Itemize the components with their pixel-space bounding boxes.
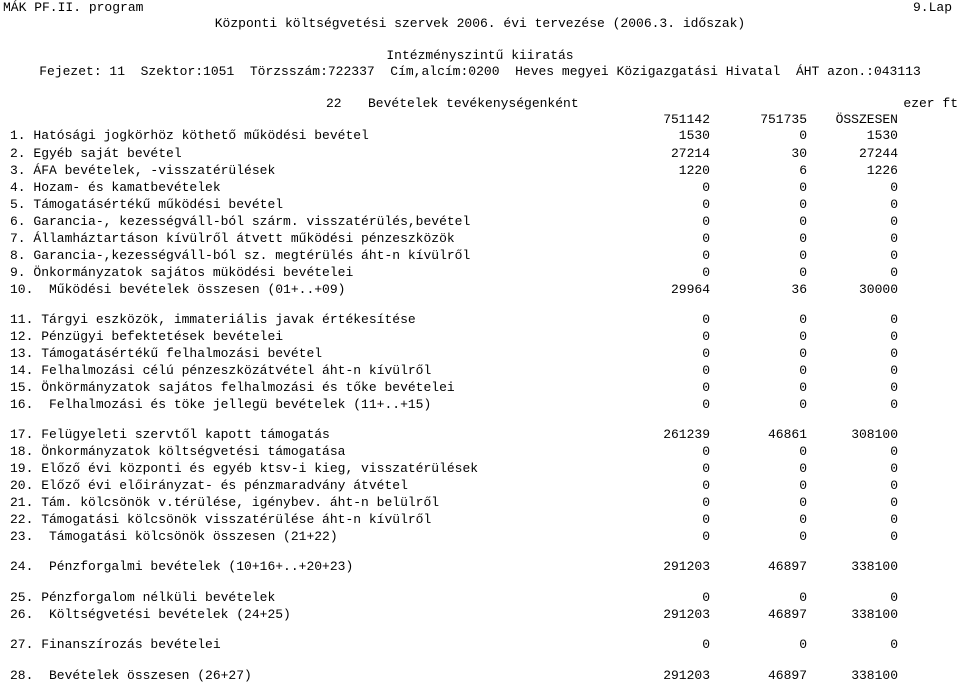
value-total: 0 <box>890 637 898 652</box>
table-row <box>0 265 960 281</box>
value-751142: 0 <box>702 197 710 212</box>
table-row <box>0 180 960 196</box>
table-row <box>0 231 960 247</box>
row-label: 13. Támogatásértékű felhalmozási bevétel <box>10 346 323 361</box>
value-751735: 0 <box>799 197 807 212</box>
row-label: 15. Önkörmányzatok sajátos felhalmozási és tőke bevételei <box>10 380 455 395</box>
row-label: 8. Garancia-,kezességváll-ból sz. megtérülés áht-n kívülről <box>10 248 471 263</box>
row-label: 11. Tárgyi eszközök, immateriális javak értékesítése <box>10 312 416 327</box>
value-total: 0 <box>890 231 898 246</box>
column-header-total: ÖSSZESEN <box>835 112 898 127</box>
row-label: 26. Költségvetési bevételek (24+25) <box>10 607 291 622</box>
value-751735: 0 <box>799 495 807 510</box>
value-751142: 0 <box>702 214 710 229</box>
value-total: 0 <box>890 346 898 361</box>
column-header-751142: 751142 <box>663 112 710 127</box>
table-row <box>0 146 960 162</box>
table-row <box>0 397 960 413</box>
row-label: 17. Felügyeleti szervtől kapott támogatás <box>10 427 330 442</box>
row-label: 22. Támogatási kölcsönök visszatérülése áht-n kívülről <box>10 512 432 527</box>
table-row <box>0 282 960 298</box>
value-total: 308100 <box>851 427 898 442</box>
value-total: 1226 <box>866 163 898 178</box>
table-row <box>0 128 960 144</box>
value-total: 0 <box>890 397 898 412</box>
row-label: 3. ÁFA bevételek, -visszatérülések <box>10 163 276 178</box>
row-label: 2. Egyéb saját bevétel <box>10 146 182 161</box>
value-751735: 46897 <box>767 668 807 683</box>
value-total: 0 <box>890 248 898 263</box>
value-751735: 0 <box>799 128 807 143</box>
value-751142: 0 <box>702 637 710 652</box>
value-751735: 0 <box>799 478 807 493</box>
value-751735: 0 <box>799 231 807 246</box>
value-751735: 30 <box>791 146 807 161</box>
value-751735: 46897 <box>767 607 807 622</box>
row-label: 1. Hatósági jogkörhöz köthető működési bevétel <box>10 128 369 143</box>
value-751735: 46897 <box>767 559 807 574</box>
value-total: 0 <box>890 380 898 395</box>
value-total: 0 <box>890 590 898 605</box>
value-751735: 0 <box>799 346 807 361</box>
value-total: 0 <box>890 312 898 327</box>
row-label: 4. Hozam- és kamatbevételek <box>10 180 221 195</box>
value-751142: 0 <box>702 380 710 395</box>
value-751142: 0 <box>702 397 710 412</box>
value-751735: 0 <box>799 312 807 327</box>
value-751142: 0 <box>702 529 710 544</box>
row-label: 27. Finanszírozás bevételei <box>10 637 221 652</box>
value-751735: 0 <box>799 397 807 412</box>
value-total: 0 <box>890 329 898 344</box>
value-751735: 0 <box>799 265 807 280</box>
value-751735: 0 <box>799 363 807 378</box>
value-total: 0 <box>890 180 898 195</box>
value-751735: 0 <box>799 329 807 344</box>
value-751142: 29964 <box>670 282 710 297</box>
value-total: 30000 <box>858 282 898 297</box>
row-label: 7. Államháztartáson kívülről átvett működési pénzeszközök <box>10 231 455 246</box>
row-label: 20. Előző évi előirányzat- és pénzmaradvány átvétel <box>10 478 408 493</box>
value-751142: 0 <box>702 231 710 246</box>
table-row <box>0 590 960 606</box>
value-total: 0 <box>890 529 898 544</box>
table-row <box>0 495 960 511</box>
institution-info: Fejezet: 11 Szektor:1051 Törzsszám:722337 Cím,alcím:0200 Heves megyei Közigazgatási Hivatal ÁHT azon.:043113 <box>39 64 921 79</box>
value-751142: 27214 <box>670 146 710 161</box>
value-751735: 0 <box>799 444 807 459</box>
table-row <box>0 197 960 213</box>
value-total: 0 <box>890 512 898 527</box>
value-total: 0 <box>890 478 898 493</box>
table-row <box>0 214 960 230</box>
value-total: 0 <box>890 444 898 459</box>
value-751142: 1530 <box>678 128 710 143</box>
row-label: 6. Garancia-, kezességváll-ból szárm. visszatérülés,bevétel <box>10 214 471 229</box>
value-751142: 261239 <box>663 427 710 442</box>
value-total: 27244 <box>858 146 898 161</box>
program-label: MÁK PF.II. program <box>3 0 144 15</box>
table-row <box>0 163 960 179</box>
row-label: 10. Működési bevételek összesen (01+..+09) <box>10 282 346 297</box>
page-number: 9.Lap <box>912 0 952 15</box>
value-751142: 0 <box>702 495 710 510</box>
value-751142: 0 <box>702 329 710 344</box>
value-total: 338100 <box>851 559 898 574</box>
table-row <box>0 607 960 623</box>
row-label: 9. Önkormányzatok sajátos müködési bevételei <box>10 265 354 280</box>
value-751735: 0 <box>799 248 807 263</box>
row-label: 28. Bevételek összesen (26+27) <box>10 668 252 683</box>
value-751142: 0 <box>702 478 710 493</box>
value-751735: 0 <box>799 512 807 527</box>
row-label: 16. Felhalmozási és töke jellegü bevételek (11+..+15) <box>10 397 432 412</box>
value-total: 338100 <box>851 668 898 683</box>
value-total: 0 <box>890 363 898 378</box>
row-label: 5. Támogatásértékű működési bevétel <box>10 197 284 212</box>
table-row <box>0 637 960 653</box>
column-header-751735: 751735 <box>760 112 807 127</box>
table-code: 22 <box>326 96 342 111</box>
row-label: 19. Előző évi központi és egyéb ktsv-i kieg, visszatérülések <box>10 461 479 476</box>
value-751142: 0 <box>702 265 710 280</box>
table-row <box>0 461 960 477</box>
value-751735: 46861 <box>767 427 807 442</box>
table-row <box>0 559 960 575</box>
value-751142: 0 <box>702 312 710 327</box>
value-751735: 0 <box>799 529 807 544</box>
value-751735: 0 <box>799 461 807 476</box>
value-751735: 0 <box>799 380 807 395</box>
value-751142: 0 <box>702 444 710 459</box>
value-total: 0 <box>890 461 898 476</box>
table-row <box>0 346 960 362</box>
row-label: 12. Pénzügyi befektetések bevételei <box>10 329 284 344</box>
document-title: Központi költségvetési szervek 2006. évi tervezése (2006.3. időszak) <box>214 16 746 31</box>
value-total: 0 <box>890 214 898 229</box>
table-row <box>0 380 960 396</box>
value-751142: 0 <box>702 180 710 195</box>
row-label: 23. Támogatási kölcsönök összesen (21+22) <box>10 529 338 544</box>
value-751735: 6 <box>799 163 807 178</box>
value-751142: 0 <box>702 512 710 527</box>
row-label: 21. Tám. kölcsönök v.térülése, igénybev. áht-n belülről <box>10 495 440 510</box>
value-751142: 291203 <box>663 559 710 574</box>
table-row <box>0 427 960 443</box>
value-751735: 0 <box>799 214 807 229</box>
table-row <box>0 478 960 494</box>
table-row <box>0 529 960 545</box>
table-row <box>0 312 960 328</box>
value-751142: 0 <box>702 590 710 605</box>
row-label: 24. Pénzforgalmi bevételek (10+16+..+20+23) <box>10 559 354 574</box>
value-751142: 291203 <box>663 607 710 622</box>
value-751142: 291203 <box>663 668 710 683</box>
value-total: 0 <box>890 495 898 510</box>
row-label: 14. Felhalmozási célú pénzeszközátvétel áht-n kívülről <box>10 363 432 378</box>
value-751142: 0 <box>702 346 710 361</box>
value-751142: 0 <box>702 248 710 263</box>
table-row <box>0 512 960 528</box>
value-751735: 0 <box>799 180 807 195</box>
unit-label: ezer ft <box>903 96 958 111</box>
value-total: 0 <box>890 265 898 280</box>
value-751142: 0 <box>702 363 710 378</box>
value-total: 0 <box>890 197 898 212</box>
value-total: 1530 <box>866 128 898 143</box>
table-row <box>0 248 960 264</box>
value-751142: 1220 <box>678 163 710 178</box>
document-subtitle: Intézményszintű kiiratás <box>386 48 574 63</box>
value-751735: 36 <box>791 282 807 297</box>
row-label: 25. Pénzforgalom nélküli bevételek <box>10 590 276 605</box>
value-751735: 0 <box>799 637 807 652</box>
table-row <box>0 444 960 460</box>
table-row <box>0 363 960 379</box>
table-heading: Bevételek tevékenységenként <box>368 96 579 111</box>
value-751142: 0 <box>702 461 710 476</box>
value-751735: 0 <box>799 590 807 605</box>
row-label: 18. Önkormányzatok költségvetési támogatása <box>10 444 346 459</box>
table-row <box>0 329 960 345</box>
table-row <box>0 668 960 684</box>
value-total: 338100 <box>851 607 898 622</box>
